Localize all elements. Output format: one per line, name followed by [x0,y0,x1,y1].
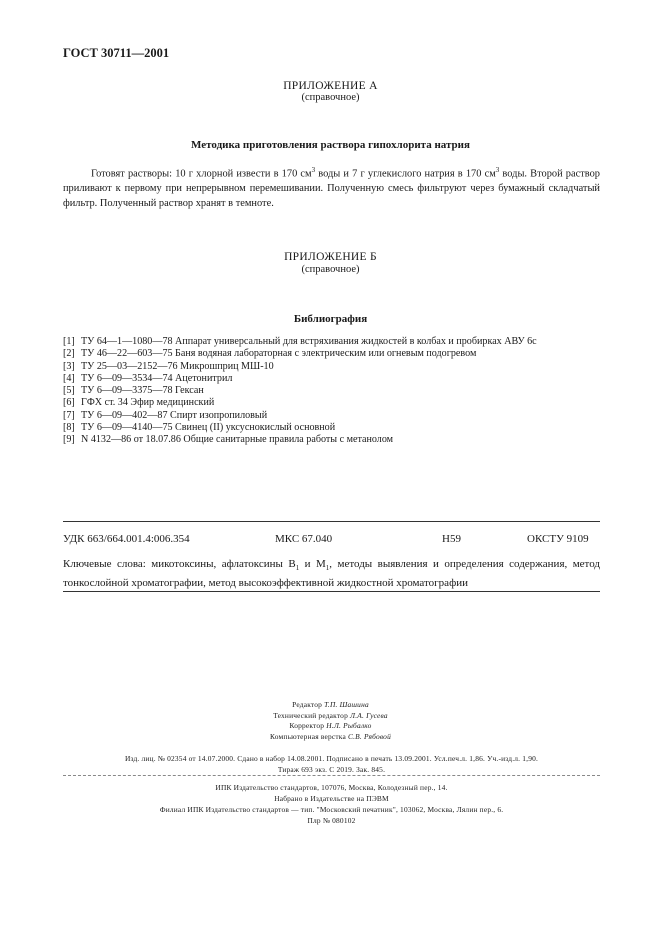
credit-name: Т.П. Шашина [324,700,369,709]
item-text: N 4132—86 от 18.07.86 Общие санитарные правила работы с метанолом [81,434,394,446]
group-code: Н59 [442,533,461,545]
item-text: ТУ 6—09—4140—75 Свинец (II) уксуснокислый основной [81,422,336,434]
bibliography-list [63,336,603,447]
credit-tech-editor [0,711,661,722]
credits-block [0,700,661,742]
item-number: [8] [63,422,75,434]
credit-editor [0,700,661,711]
item-text: ТУ 6—09—3375—78 Гексан [81,385,204,397]
bibliography-item [63,385,603,397]
appendix-b-subtitle: (справочное) [301,264,360,275]
imprint-publisher: ИПК Издательство стандартов, 107076, Москва, Колодезный пер., 14. [215,783,448,792]
item-text: ТУ 6—09—3534—74 Ацетонитрил [81,372,233,384]
top-divider [63,521,600,522]
appendix-b-title: ПРИЛОЖЕНИЕ Б [284,251,377,263]
item-number: [5] [63,385,75,397]
imprint-print-run: Тираж 693 экз. С 2019. Зак. 845. [277,765,386,774]
dashed-divider [63,775,600,776]
item-number: [9] [63,434,75,446]
keywords-text-2: и M [299,558,326,570]
bibliography-item [63,348,603,360]
credit-role: Технический редактор [273,710,348,720]
item-number: [6] [63,397,75,409]
credit-proofreader [0,721,661,732]
imprint-license-line: Изд. лиц. № 02354 от 14.07.2000. Сдано в набор 14.08.2001. Подписано в печать 13.09.2001. Усл.печ.л. 1,86. Уч.-изд.л. 1,90. [124,754,539,763]
item-number: [2] [63,348,75,360]
keywords [63,557,600,590]
credit-name: Л.А. Гусева [350,710,388,720]
keywords-text-1: Ключевые слова: микотоксины, афлатоксины B [63,558,296,570]
credit-name: С.В. Рябовой [348,731,391,741]
item-text: ГФХ ст. 34 Эфир медицинский [81,397,215,409]
superscript-3: 3 [495,166,500,174]
superscript-3: 3 [311,166,316,174]
imprint-printer: Филиал ИПК Издательство стандартов — тип. "Московский печатник", 103062, Москва, Лялин пер., 6. [159,805,504,814]
item-number: [4] [63,372,75,384]
bibliography-item [63,397,603,409]
credit-role: Корректор [289,721,325,730]
item-text: ТУ 64—1—1080—78 Аппарат универсальный для встряхивания жидкостей в колбах и пробирках АВУ 6с [81,336,537,347]
imprint-plr: Плр № 080102 [307,816,356,825]
bibliography-item [63,361,603,373]
imprint-typeset: Набрано в Издательстве на ПЭВМ [274,794,389,803]
bibliography-item [63,410,603,422]
appendix-a-title: ПРИЛОЖЕНИЕ А [283,80,378,92]
bibliography-item [63,336,603,348]
item-text: ТУ 46—22—603—75 Баня водяная лабораторная с электрическим или огневым подогревом [81,348,477,360]
udk-code: УДК 663/664.001.4:006.354 [63,533,190,545]
credit-role: Редактор [292,700,323,709]
paragraph-text-1: Готовят растворы: 10 г хлорной извести в 170 см [91,168,312,180]
paragraph-text-3: воды. Второй раствор приливают к первому при непрерывном перемешивании. Полученную смесь фильтруют через бумажный складчатый фильтр. Полученный раствор хранят в темноте. [63,168,600,210]
bibliography-item [63,434,603,446]
bibliography-title: Библиография [293,313,368,325]
credit-layout [0,732,661,743]
item-number: [7] [63,409,75,421]
credit-name: Н.Л. Рыбалко [326,721,372,730]
okstu-code: ОКСТУ 9109 [527,533,589,545]
bibliography-item [63,422,603,434]
paragraph-text-2: воды и 7 г углекислого натрия в 170 см [315,168,496,180]
item-text: ТУ 25—03—2152—76 Микрошприц МШ-10 [81,360,274,372]
subscript-1: 1 [295,564,300,573]
appendix-a-paragraph [63,163,600,211]
keywords-text-3: , методы выявления и определения содержания, метод тонкослойной хроматографии, метод высокоэффективной жидкостной хроматографии [63,558,600,589]
appendix-a-section-title: Методика приготовления раствора гипохлорита натрия [191,139,470,151]
credit-role: Компьютерная верстка [270,731,346,741]
item-text: ТУ 6—09—402—87 Спирт изопропиловый [81,409,268,421]
appendix-a-subtitle: (справочное) [301,92,360,103]
document-id: ГОСТ 30711—2001 [63,46,170,60]
bottom-divider [63,591,600,592]
subscript-1: 1 [325,564,330,573]
item-number: [1] [63,336,75,347]
mks-code: МКС 67.040 [275,533,333,545]
item-number: [3] [63,360,75,372]
bibliography-item [63,373,603,385]
